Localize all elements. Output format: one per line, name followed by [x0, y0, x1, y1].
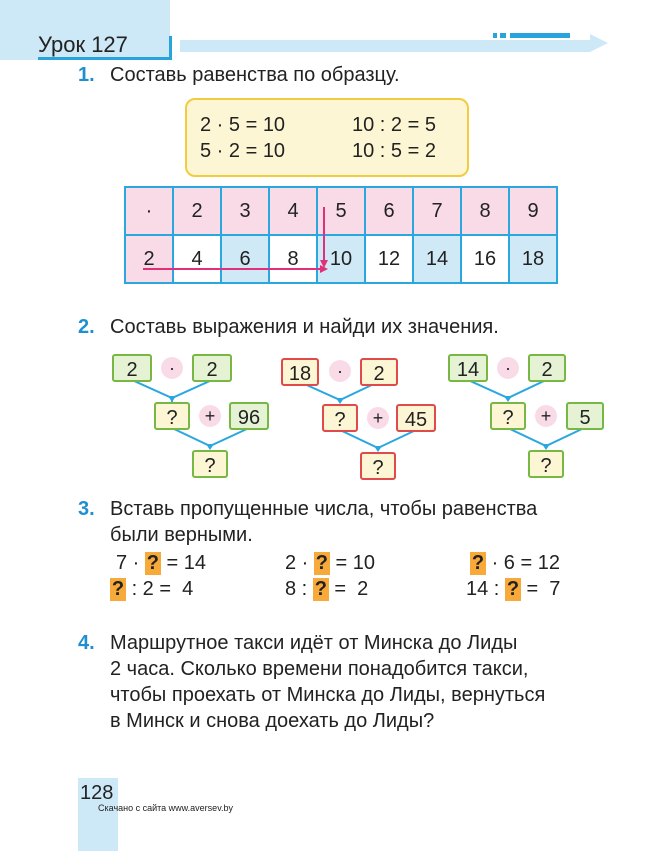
operator-circle: + [535, 405, 557, 427]
blank-box[interactable]: ? [314, 578, 327, 600]
task-number: 1. [78, 64, 95, 86]
blank-box[interactable]: ? [111, 578, 125, 600]
operand-box: 2 [192, 354, 232, 382]
table-cell: 2 [125, 235, 173, 283]
table-cell: 10 [317, 235, 365, 283]
blank-box[interactable]: ? [471, 552, 485, 574]
equation-part: = 7 [526, 578, 561, 600]
operator-circle: + [199, 405, 221, 427]
task-number: 2. [78, 316, 95, 338]
operand-box: 2 [360, 358, 398, 386]
operator-circle: + [367, 407, 389, 429]
task-text: Вставь пропущенные числа, чтобы равенства [110, 498, 538, 520]
equation-part: 8 : [285, 578, 308, 600]
equation-part: = 10 [335, 552, 375, 574]
operand-box: 14 [448, 354, 488, 382]
blank-box[interactable]: ? [315, 552, 329, 574]
equation-part: = 14 [166, 552, 206, 574]
table-cell: 8 [461, 187, 509, 235]
table-cell: 12 [365, 235, 413, 283]
table-cell: 8 [269, 235, 317, 283]
equation-part: 7 · [116, 552, 140, 574]
task-text: 2 часа. Сколько времени понадобится такси, [110, 658, 529, 680]
table-cell: 9 [509, 187, 557, 235]
task-text: в Минск и снова доехать до Лиды? [110, 710, 435, 732]
equation [285, 578, 368, 601]
answer-box[interactable]: ? [490, 402, 526, 430]
equation [110, 578, 193, 601]
table-cell: 6 [365, 187, 413, 235]
blank-box[interactable]: ? [506, 578, 520, 600]
operand-box: 2 [112, 354, 152, 382]
example-equation: 2 · 5 = 10 [200, 114, 286, 136]
example-equation: 5 · 2 = 10 [200, 140, 286, 162]
answer-box[interactable]: ? [322, 404, 358, 432]
task-number: 4. [78, 632, 95, 654]
task-text: были верными. [110, 524, 253, 546]
operator-circle: · [329, 360, 351, 382]
table-cell: 5 [317, 187, 365, 235]
equation [116, 552, 206, 575]
equation [466, 578, 560, 601]
task-text: чтобы проехать от Минска до Лиды, вернуться [110, 684, 546, 706]
task-number: 3. [78, 498, 95, 520]
table-cell: · [125, 187, 173, 235]
page-number: 128 [80, 782, 114, 804]
equation-part: 2 · [285, 552, 309, 574]
answer-box[interactable]: ? [154, 402, 190, 430]
equation [470, 552, 560, 575]
example-equation: 10 : 5 = 2 [352, 140, 436, 162]
answer-box[interactable]: ? [192, 450, 228, 478]
table-cell: 14 [413, 235, 461, 283]
operator-circle: · [161, 357, 183, 379]
equation-part: · 6 = 12 [491, 552, 560, 574]
task-text: Маршрутное такси идёт от Минска до Лиды [110, 632, 518, 654]
equation-part: 14 : [466, 578, 500, 600]
task-text: Составь выражения и найди их значения. [110, 316, 499, 338]
table-cell: 18 [509, 235, 557, 283]
operand-box: 5 [566, 402, 604, 430]
lesson-title: Урок 127 [38, 32, 128, 57]
blank-box[interactable]: ? [146, 552, 160, 574]
example-equation: 10 : 2 = 5 [352, 114, 436, 136]
answer-box[interactable]: ? [360, 452, 396, 480]
table-cell: 4 [269, 187, 317, 235]
task-text: Составь равенства по образцу. [110, 64, 400, 86]
table-cell: 7 [413, 187, 461, 235]
equation-part: : 2 = 4 [131, 578, 194, 600]
operand-box: 96 [229, 402, 269, 430]
operator-circle: · [497, 357, 519, 379]
table-cell: 4 [173, 235, 221, 283]
table-cell: 2 [173, 187, 221, 235]
table-cell: 3 [221, 187, 269, 235]
answer-box[interactable]: ? [528, 450, 564, 478]
table-cell: 16 [461, 235, 509, 283]
operand-box: 45 [396, 404, 436, 432]
operand-box: 2 [528, 354, 566, 382]
source-note: Скачано с сайта www.aversev.by [98, 803, 234, 813]
operand-box: 18 [281, 358, 319, 386]
table-cell: 6 [221, 235, 269, 283]
equation [285, 552, 375, 575]
equation-part: = 2 [334, 578, 369, 600]
